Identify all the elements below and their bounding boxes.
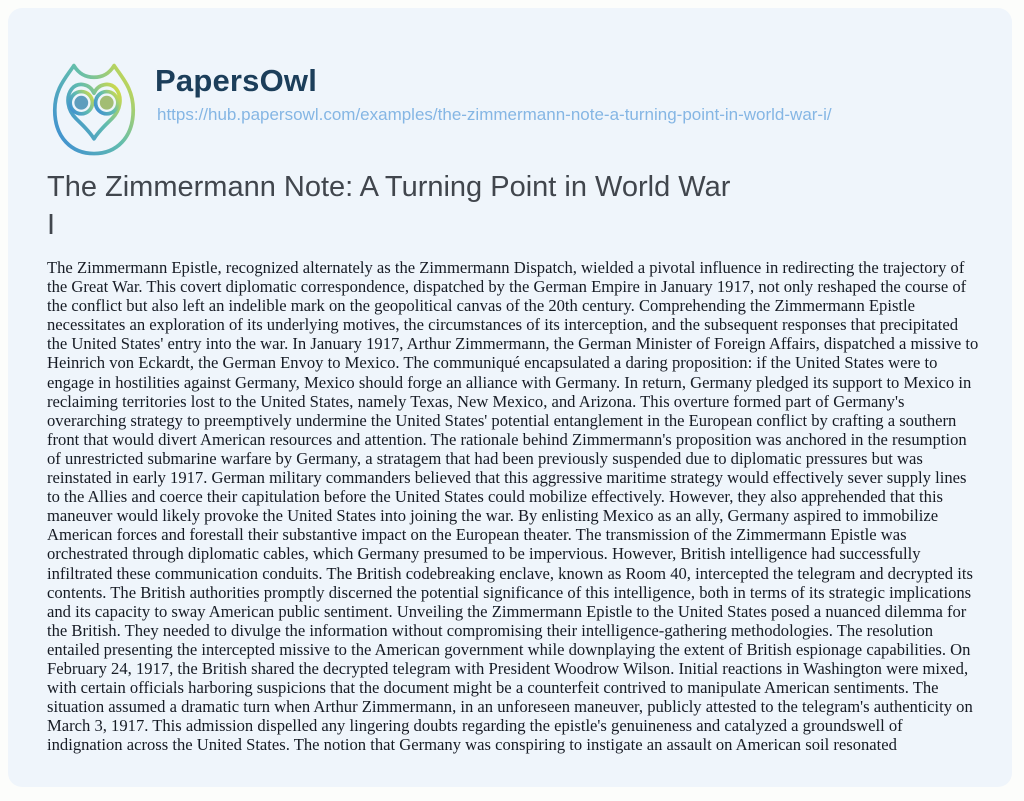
brand-wordmark: PapersOwl bbox=[155, 63, 318, 98]
source-url-link[interactable]: https://hub.papersowl.com/examples/the-zimmermann-note-a-turning-point-in-world-war-i/ bbox=[157, 105, 832, 124]
essay-body-paragraph: The Zimmermann Epistle, recognized alternately as the Zimmermann Dispatch, wielded a pivotal influence in redirecting the trajectory of the Great War. This covert diplomatic correspondence, dispatched by the German Empire in January 1917, not only reshaped the course of the conflict but also left an indelible mark on the geopolitical canvas of the 20th century. Comprehending the Zimmermann Epistle necessitates an exploration of its underlying motives, the circumstances of its interception, and the subsequent responses that precipitated the United States' entry into the war. In January 1917, Arthur Zimmermann, the German Minister of Foreign Affairs, dispatched a missive to Heinrich von Eckardt, the German Envoy to Mexico. The communiqué encapsulated a daring proposition: if the United States were to engage in hostilities against Germany, Mexico should forge an alliance with Germany. In return, Germany pledged its support to Mexico in reclaiming territories lost to the United States, namely Texas, New Mexico, and Arizona. This overture formed part of Germany's overarching strategy to preemptively undermine the United States' potential entanglement in the European conflict by crafting a southern front that would divert American resources and attention. The rationale behind Zimmermann's proposition was anchored in the resumption of unrestricted submarine warfare by Germany, a stratagem that had been previously suspended due to diplomatic pressures but was reinstated in early 1917. German military commanders believed that this aggressive maritime strategy would effectively sever supply lines to the Allies and coerce their capitulation before the United States could mobilize effectively. However, they also apprehended that this maneuver would likely provoke the United States into joining the war. By enlisting Mexico as an ally, Germany aspired to immobilize American forces and forestall their substantive impact on the European theater. The transmission of the Zimmermann Epistle was orchestrated through diplomatic cables, which Germany presumed to be impervious. However, British intelligence had successfully infiltrated these communication conduits. The British codebreaking enclave, known as Room 40, intercepted the telegram and decrypted its contents. The British authorities promptly discerned the potential significance of this intelligence, both in terms of its strategic implications and its capacity to sway American public sentiment. Unveiling the Zimmermann Epistle to the United States posed a nuanced dilemma for the British. They needed to divulge the information without compromising their intelligence-gathering methodologies. The resolution entailed presenting the intercepted missive to the American government while downplaying the extent of British espionage capabilities. On February 24, 1917, the British shared the decrypted telegram with President Woodrow Wilson. Initial reactions in Washington were mixed, with certain officials harboring suspicions that the document might be a counterfeit contrived to manipulate American sentiments. The situation assumed a dramatic turn when Arthur Zimmermann, in an unforeseen maneuver, publicly attested to the telegram's authenticity on March 3, 1917. This admission dispelled any lingering doubts regarding the epistle's genuineness and catalyzed a groundswell of indignation across the United States. The notion that Germany was conspiring to instigate an assault on American soil resonated bbox=[47, 258, 979, 755]
content-card bbox=[8, 8, 1012, 787]
essay-title: The Zimmermann Note: A Turning Point in World War I bbox=[47, 171, 731, 241]
papersowl-owl-icon bbox=[41, 55, 147, 161]
